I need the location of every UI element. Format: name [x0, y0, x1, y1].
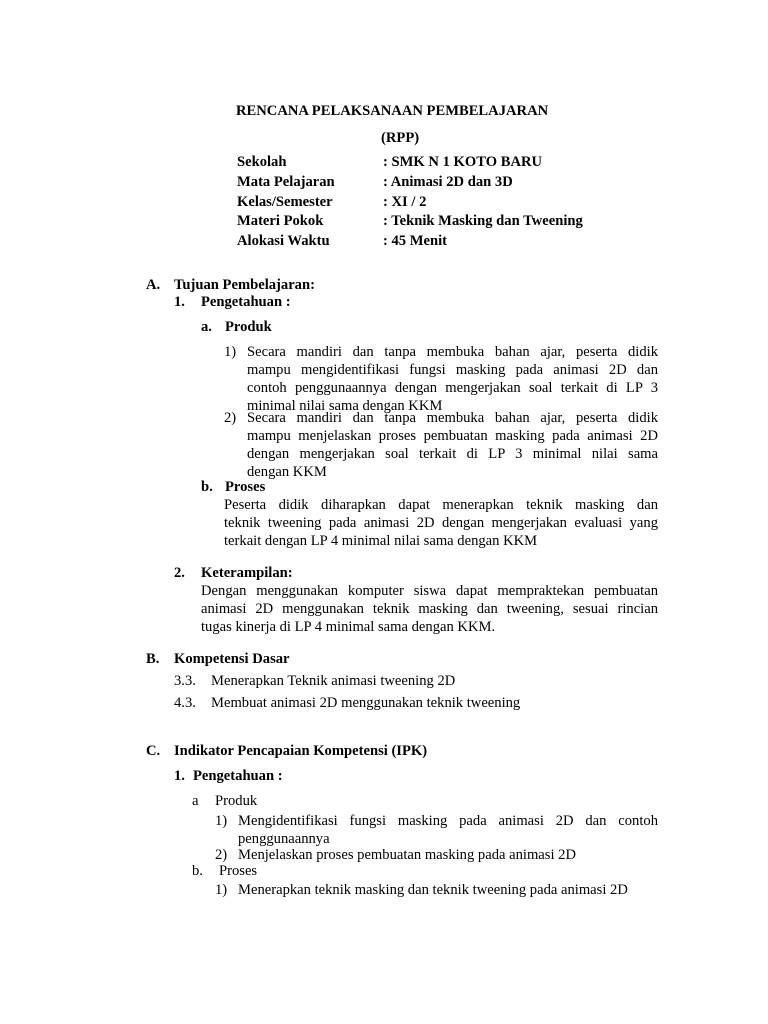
section-c-1-heading: Pengetahuan : — [193, 768, 283, 784]
kd-text: Menerapkan Teknik animasi tweening 2D — [211, 673, 456, 689]
list-marker: 2) — [224, 410, 237, 426]
identity-label: Materi Pokok — [237, 213, 324, 229]
identity-value: : SMK N 1 KOTO BARU — [383, 154, 543, 170]
section-a-heading: Tujuan Pembelajaran: — [174, 277, 315, 293]
section-c-marker: C. — [146, 743, 161, 759]
list-item-text: Menjelaskan proses pembuatan masking pada animasi 2D — [238, 847, 577, 863]
section-c-1a-heading: Produk — [215, 793, 258, 809]
section-a-2-heading: Keterampilan: — [201, 565, 293, 581]
identity-label: Mata Pelajaran — [237, 174, 335, 190]
section-a-1b-marker: b. — [201, 479, 213, 495]
list-marker: 1) — [224, 344, 237, 360]
identity-value: : XI / 2 — [383, 194, 427, 210]
kd-number: 3.3. — [174, 673, 196, 689]
section-a-1-marker: 1. — [174, 294, 185, 310]
section-a-1a-marker: a. — [201, 319, 212, 335]
list-item-text: Menerapkan teknik masking dan teknik tweening pada animasi 2D — [238, 882, 628, 898]
list-item-text: Secara mandiri dan tanpa membuka bahan ajar, peserta didik mampu menjelaskan proses pembuatan masking pada animasi 2D dengan mengerjakan soal terkait di LP 3 minimal nilai sama dengan KKM — [247, 410, 658, 480]
paragraph: Dengan menggunakan komputer siswa dapat mempraktekan pembuatan animasi 2D menggunakan teknik masking dan tweening, sesuai rincian tugas kinerja di LP 4 minimal sama dengan KKM. — [201, 583, 658, 635]
kd-text: Membuat animasi 2D menggunakan teknik tweening — [211, 695, 521, 711]
list-marker: 2) — [215, 847, 228, 863]
list-marker: 1) — [215, 813, 228, 829]
section-a-marker: A. — [146, 277, 161, 293]
identity-value: : Teknik Masking dan Tweening — [383, 213, 583, 229]
section-c-heading: Indikator Pencapaian Kompetensi (IPK) — [174, 743, 428, 759]
identity-value: : 45 Menit — [383, 233, 448, 249]
section-a-1a-heading: Produk — [225, 319, 272, 335]
section-c-1b-heading: Proses — [219, 863, 258, 879]
section-b-heading: Kompetensi Dasar — [174, 651, 290, 667]
identity-label: Alokasi Waktu — [237, 233, 330, 249]
section-c-1-marker: 1. — [174, 768, 185, 784]
section-c-1b-marker: b. — [192, 863, 203, 879]
list-marker: 1) — [215, 882, 228, 898]
section-a-1-heading: Pengetahuan : — [201, 294, 291, 310]
identity-label: Kelas/Semester — [237, 194, 333, 210]
document-subtitle: (RPP) — [381, 130, 420, 146]
section-c-1a-marker: a — [192, 793, 199, 809]
list-item-text: Mengidentifikasi fungsi masking pada animasi 2D dan contoh penggunaannya — [238, 813, 658, 847]
identity-value: : Animasi 2D dan 3D — [383, 174, 513, 190]
paragraph: Peserta didik diharapkan dapat menerapkan teknik masking dan teknik tweening pada animasi 2D dengan mengerjakan evaluasi yang terkait dengan LP 4 minimal nilai sama dengan KKM — [224, 497, 658, 549]
section-b-marker: B. — [146, 651, 160, 667]
section-a-1b-heading: Proses — [225, 479, 266, 495]
kd-number: 4.3. — [174, 695, 196, 711]
list-item-text: Secara mandiri dan tanpa membuka bahan ajar, peserta didik mampu mengidentifikasi fungsi masking pada animasi 2D dan contoh penggunaannya dengan mengerjakan soal terkait di LP 3 minimal nilai sama dengan KKM — [247, 344, 658, 414]
document-title: RENCANA PELAKSANAAN PEMBELAJARAN — [236, 103, 549, 119]
section-a-2-marker: 2. — [174, 565, 185, 581]
identity-label: Sekolah — [237, 154, 287, 170]
